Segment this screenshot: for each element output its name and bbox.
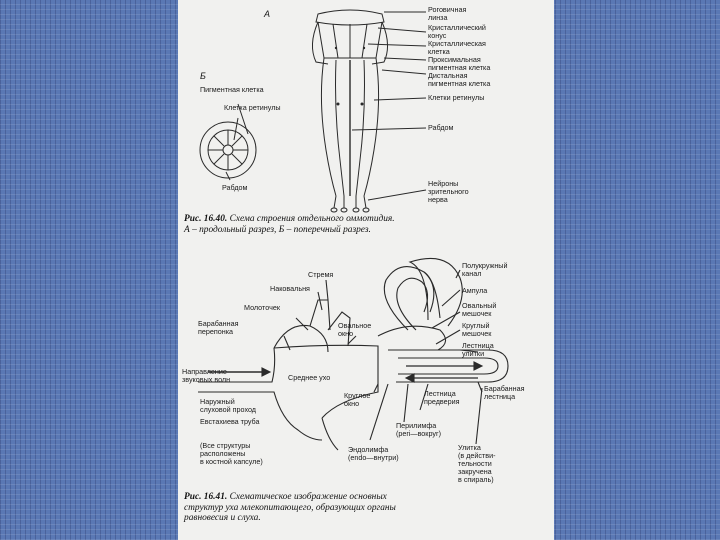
label-endolymph: Эндолимфа (endo—внутри) xyxy=(348,445,399,462)
label-external-auditory-canal: Наружный слуховой проход xyxy=(200,397,256,414)
label-tympanic-membrane: Барабанная перепонка xyxy=(198,319,239,336)
caption-line-3: равновесия и слуха. xyxy=(184,513,261,523)
label-perilymph: Перилимфа (peri—вокруг) xyxy=(396,421,441,438)
label-bony-capsule-note: (Все структуры расположены в костной капсуле) xyxy=(200,441,263,466)
label-optic-nerve-neurons: Нейроны зрительного нерва xyxy=(428,179,469,204)
document-page xyxy=(178,0,554,540)
label-stapes: Стремя xyxy=(308,270,334,279)
label-rhabdom-b: Рабдом xyxy=(222,183,248,192)
label-proximal-pigment-cell: Проксимальная пигментная клетка xyxy=(428,55,491,72)
caption-number: Рис. 16.40. xyxy=(184,214,228,224)
label-distal-pigment-cell: Дистальная пигментная клетка xyxy=(428,71,491,88)
label-crystal-cell: Кристаллическая клетка xyxy=(428,39,486,56)
label-sound-direction: Направление звуковых волн xyxy=(182,367,231,384)
caption-number: Рис. 16.41. xyxy=(184,492,228,502)
label-saccule: Круглый мешочек xyxy=(462,321,492,338)
caption-title: Схема строения отдельного оммотидия. xyxy=(229,214,395,224)
caption-line-2: структур уха млекопитающего, образующих органы xyxy=(184,502,396,513)
label-cochlea: Улитка (в действи- тельности закручена в спираль) xyxy=(458,443,496,484)
label-crystal-cone: Кристаллический конус xyxy=(428,23,486,40)
label-ampulla: Ампула xyxy=(462,286,488,295)
caption-figure-16-41 xyxy=(184,492,550,524)
label-retinula-cells: Клетки ретинулы xyxy=(428,93,485,102)
label-pigment-cell-b: Пигментная клетка xyxy=(200,85,264,94)
label-eustachian-tube: Евстахиева труба xyxy=(200,417,260,426)
label-rhabdom: Рабдом xyxy=(428,123,454,132)
label-oval-window: Овальное окно xyxy=(338,321,372,338)
label-utricle: Овальный мешочек xyxy=(462,301,497,318)
caption-title: Схематическое изображение основных xyxy=(229,492,387,502)
label-malleus: Молоточек xyxy=(244,303,280,312)
label-scala-tympani: Барабанная лестница xyxy=(484,384,525,401)
label-semicircular-canal: Полукружный канал xyxy=(462,261,508,278)
label-scala-vestibuli: Лестница предверия xyxy=(424,389,460,406)
label-round-window: Круглое окно xyxy=(344,391,371,408)
vestibule-shape xyxy=(378,326,446,350)
caption-subtitle: А – продольный разрез, Б – поперечный разрез. xyxy=(184,224,371,235)
figure-a-marker: А xyxy=(264,9,271,19)
label-retinula-cell-b: Клетка ретинулы xyxy=(224,103,281,112)
label-scala-cochlea: Лестница улитки xyxy=(462,341,494,358)
label-middle-ear: Среднее ухо xyxy=(288,373,331,382)
label-incus: Наковальня xyxy=(270,284,310,293)
figure-b-marker: Б xyxy=(200,71,206,81)
label-corneal-lens: Роговичная линза xyxy=(428,5,467,22)
